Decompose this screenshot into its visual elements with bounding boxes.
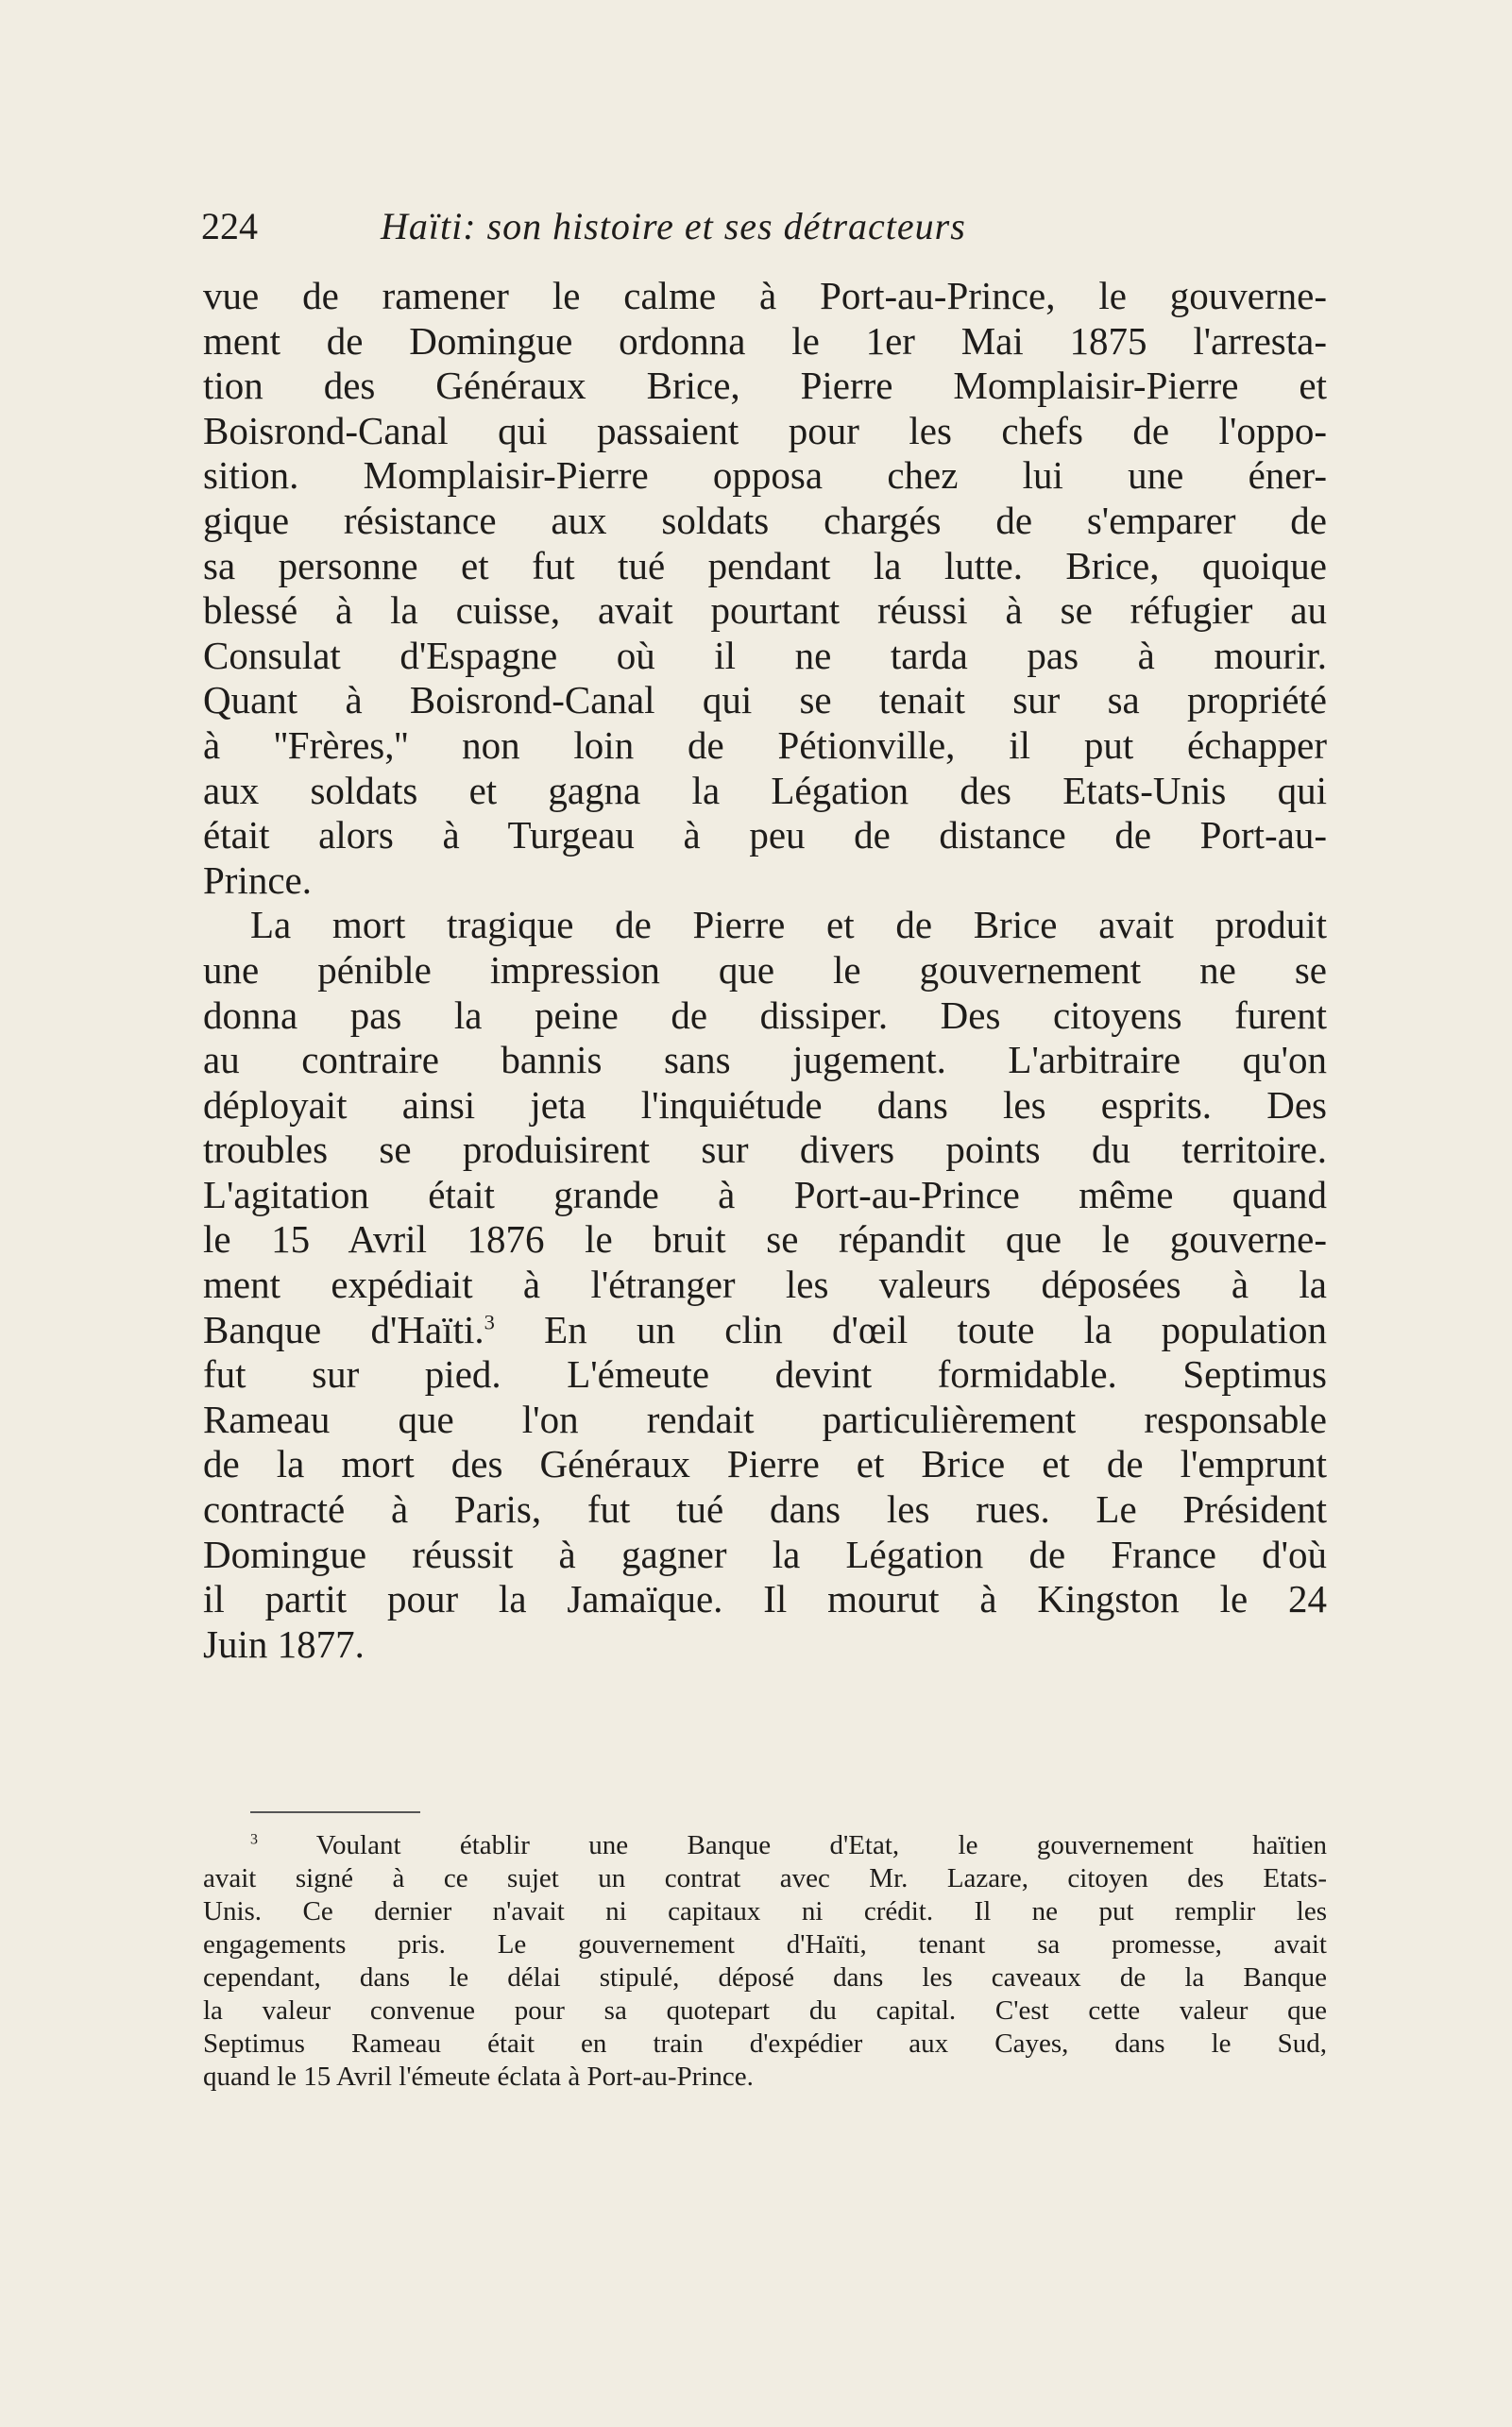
text-line: Boisrond-Canal qui passaient pour les chefs de l'oppo- bbox=[203, 408, 1327, 452]
text-line-with-footnote-ref bbox=[203, 1308, 1327, 1353]
text-line: sition. Momplaisir-Pierre opposa chez lui une éner- bbox=[203, 453, 1327, 498]
text-line: à ''Frères,'' non loin de Pétionville, il put échapper bbox=[203, 722, 1327, 767]
footnote-reference: 3 bbox=[484, 1310, 495, 1333]
text-line: Domingue réussit à gagner la Légation de France d'où bbox=[203, 1532, 1327, 1576]
text-line: Prince. bbox=[203, 857, 312, 902]
text-line: ment de Domingue ordonna le 1er Mai 1875 l'arresta- bbox=[203, 318, 1327, 363]
text-line: le 15 Avril 1876 le bruit se répandit que le gouverne- bbox=[203, 1217, 1327, 1262]
footnote-line: engagements pris. Le gouvernement d'Haïti, tenant sa promesse, avait bbox=[203, 1929, 1327, 1960]
text-line: sa personne et fut tué pendant la lutte. Brice, quoique bbox=[203, 543, 1327, 587]
text-line: déployait ainsi jeta l'inquiétude dans les esprits. Des bbox=[203, 1082, 1327, 1127]
footnote-line: la valeur convenue pour sa quotepart du capital. C'est cette valeur que bbox=[203, 1995, 1327, 2026]
footnote bbox=[203, 1829, 1327, 2094]
footnote-line: Unis. Ce dernier n'avait ni capitaux ni crédit. Il ne put remplir les bbox=[203, 1896, 1327, 1926]
text-line: vue de ramener le calme à Port-au-Prince, le gouverne- bbox=[203, 274, 1327, 317]
text-line: donna pas la peine de dissiper. Des citoyens furent bbox=[203, 993, 1327, 1037]
text-line: blessé à la cuisse, avait pourtant réussi à se réfugier au bbox=[203, 588, 1327, 633]
text-line: fut sur pied. L'émeute devint formidable. Septimus bbox=[203, 1352, 1327, 1397]
text-line: troubles se produisirent sur divers points du territoire. bbox=[203, 1128, 1327, 1172]
text-line: de la mort des Généraux Pierre et Brice et de l'emprunt bbox=[203, 1442, 1327, 1486]
footnote-text: Voulant établir une Banque d'Etat, le gouvernement haïtien bbox=[257, 1830, 1327, 1860]
footnote-line: cependant, dans le délai stipulé, déposé dans les caveaux de la Banque bbox=[203, 1962, 1327, 1993]
text-line: Rameau que l'on rendait particulièrement responsable bbox=[203, 1397, 1327, 1441]
paragraph-start-line: La mort tragique de Pierre et de Brice avait produit bbox=[250, 903, 1327, 947]
running-title: Haïti: son histoire et ses détracteurs bbox=[381, 205, 966, 247]
text-line: une pénible impression que le gouvernement ne se bbox=[203, 947, 1327, 992]
page-number: 224 bbox=[201, 205, 258, 247]
text-line: était alors à Turgeau à peu de distance de Port-au- bbox=[203, 813, 1327, 857]
footnote-line: quand le 15 Avril l'émeute éclata à Port-au-Prince. bbox=[203, 2062, 754, 2092]
text-segment: En un clin d'œil toute la population bbox=[494, 1307, 1327, 1351]
running-header bbox=[201, 196, 1146, 257]
text-line: au contraire bannis sans jugement. L'arbitraire qu'on bbox=[203, 1038, 1327, 1082]
text-line: aux soldats et gagna la Légation des Etats-Unis qui bbox=[203, 768, 1327, 812]
footnote-divider bbox=[250, 1811, 420, 1813]
text-line: gique résistance aux soldats chargés de s'emparer de bbox=[203, 498, 1327, 542]
text-line: Consulat d'Espagne où il ne tarda pas à mourir. bbox=[203, 633, 1327, 677]
footnote-line: avait signé à ce sujet un contrat avec Mr. Lazare, citoyen des Etats- bbox=[203, 1863, 1327, 1893]
text-line: ment expédiait à l'étranger les valeurs déposées à la bbox=[203, 1263, 1327, 1307]
text-line: contracté à Paris, fut tué dans les rues. Le Président bbox=[203, 1487, 1327, 1532]
text-line: Quant à Boisrond-Canal qui se tenait sur sa propriété bbox=[203, 678, 1327, 722]
footnote-line bbox=[203, 1829, 1327, 1862]
footnote-line: Septimus Rameau était en train d'expédier aux Cayes, dans le Sud, bbox=[203, 2028, 1327, 2059]
footnote-marker: 3 bbox=[250, 1831, 258, 1848]
text-line: il partit pour la Jamaïque. Il mourut à Kingston le 24 bbox=[203, 1577, 1327, 1621]
text-line: L'agitation était grande à Port-au-Prince même quand bbox=[203, 1172, 1327, 1216]
body-text bbox=[203, 274, 1327, 1667]
text-line: tion des Généraux Brice, Pierre Momplaisir-Pierre et bbox=[203, 364, 1327, 408]
text-line: Juin 1877. bbox=[203, 1621, 365, 1666]
text-segment: Banque d'Haïti. bbox=[203, 1307, 484, 1351]
